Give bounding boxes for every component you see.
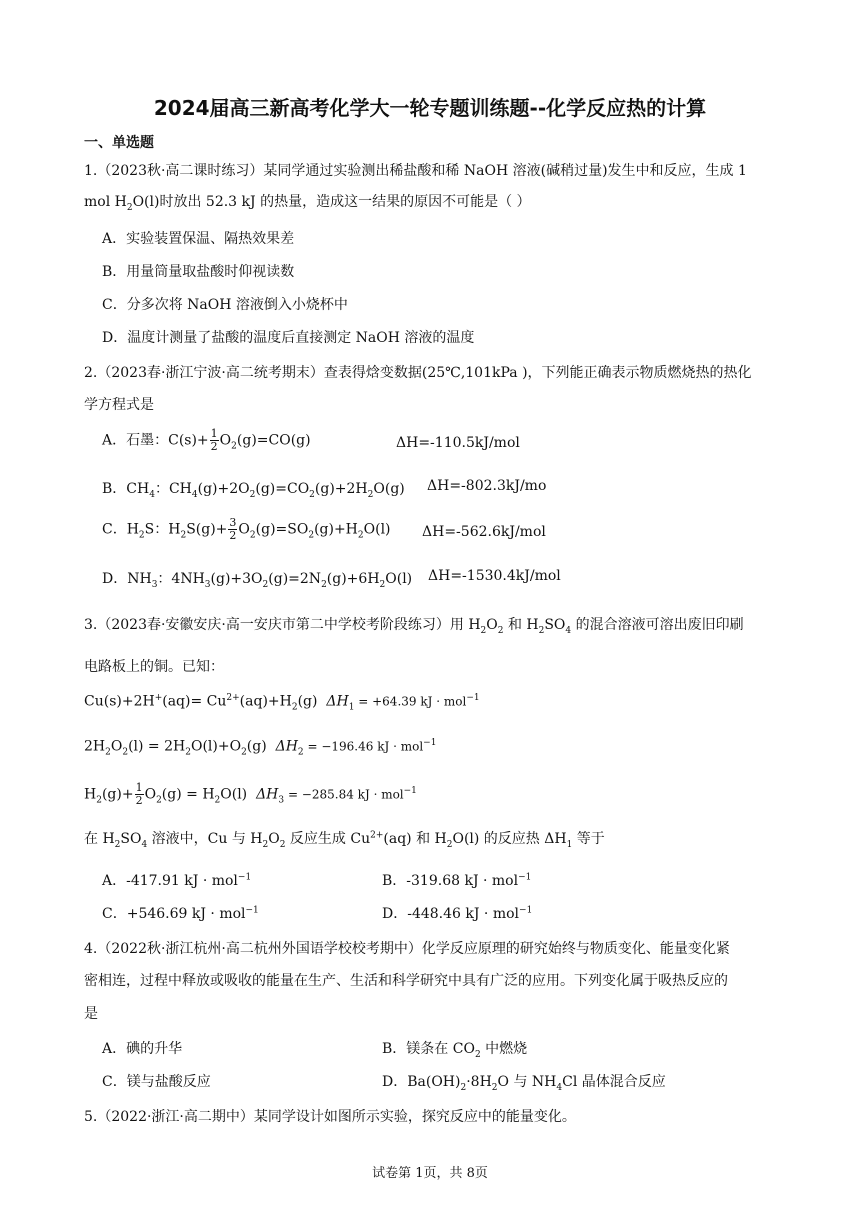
q4-stem-line2: 密相连，过程中释放或吸收的能量在生产、生活和科学研究中具有广泛的应用。下列变化属于吸热反应的 <box>84 973 728 989</box>
page-footer: 试卷第 1页，共 8页 <box>372 1166 488 1181</box>
q3-option-c: C．+546.69 kJ · mol$^{-1}$ <box>102 905 259 922</box>
q1-stem-line2: mol $H_2O(l)$时放出 52.3 kJ 的热量，造成这一结果的原因不可能是（ ） <box>84 194 531 213</box>
page-title: 2024届高三新高考化学大一轮专题训练题--化学反应热的计算 <box>153 96 707 120</box>
q1-option-a: A．实验装置保温、隔热效果差 <box>102 231 295 247</box>
q3-stem-line2: 电路板上的铜。已知： <box>84 659 224 675</box>
q2-option-a-dh: ΔH=-110.5kJ/mol <box>396 435 520 451</box>
q3-equation-3: $H_2(g)+$ $\frac{1}{2}$ $O_2(g) = H_2O(l) \Delta H_3 = -285.84$ kJ · mol$^{-1}$ <box>84 781 417 807</box>
q2-stem-line1: 2.（2023春·浙江宁波·高二统考期末）查表得焓变数据(25℃,101kPa )，下列能正确表示物质燃烧热的热化 <box>84 365 752 381</box>
q4-stem-line1: 4.（2022秋·浙江杭州·高二杭州外国语学校校考期中）化学反应原理的研究始终与物质变化、能量变化紧 <box>84 941 730 957</box>
q3-option-a: A．-417.91 kJ · mol$^{-1}$ <box>102 872 252 889</box>
q3-question: 在 $H_2SO_4$ 溶液中，Cu 与 $H_2O_2$ 反应生成 $Cu^{2+}(aq)$ 和 $H_2O(l)$ 的反应热 $\Delta H_1$ 等于 <box>84 830 605 850</box>
q2-option-c: C．$H_2S$：$H_2S(g)+$ $\frac{3}{2}$ $O_2(g)=SO_2(g)+H_2O(l)$ <box>102 516 391 542</box>
q4-option-c: C．镁与盐酸反应 <box>102 1074 211 1090</box>
q2-option-b: B．$CH_4$：$CH_4(g)+2O_2(g)=CO_2(g)+2H_2O(g)$ <box>102 481 405 500</box>
q1-option-b: B．用量筒量取盐酸时仰视读数 <box>102 264 295 280</box>
q3-option-b: B．-319.68 kJ · mol$^{-1}$ <box>382 872 532 889</box>
q3-equation-2: $2H_2O_2(l) = 2H_2O(l)+O_2(g) \Delta H_2 = -196.46$ kJ · mol$^{-1}$ <box>84 738 437 758</box>
q2-option-a: A．石墨：C(s)+ $\frac{1}{2}$ $O_2(g)=CO(g)$ <box>102 427 311 453</box>
q2-option-d: D．$NH_3$：$4NH_3(g)+3O_2(g)=2N_2(g)+6H_2O(l)$ <box>102 571 413 590</box>
q3-stem-line1: 3.（2023春·安徽安庆·高一安庆市第二中学校考阶段练习）用 $H_2O_2$ 和 $H_2SO_4$ 的混合溶液可溶出废旧印刷 <box>84 617 744 636</box>
q2-option-b-dh: ΔH=-802.3kJ/mo <box>427 478 547 494</box>
q4-option-b: B．镁条在 $CO_2$ 中燃烧 <box>382 1041 528 1060</box>
q3-option-d: D．-448.46 kJ · mol$^{-1}$ <box>382 905 533 922</box>
q1-option-d: D．温度计测量了盐酸的温度后直接测定 NaOH 溶液的温度 <box>102 330 475 346</box>
q1-stem-line1: 1.（2023秋·高二课时练习）某同学通过实验测出稀盐酸和稀 NaOH 溶液(碱稍过量)发生中和反应，生成 1 <box>84 163 747 179</box>
q3-equation-1: $Cu(s)+2H^+(aq)= Cu^{2+}(aq)+H_2(g) \Delta H_1 = +64.39$ kJ · mol$^{-1}$ <box>84 693 480 713</box>
q2-option-c-dh: ΔH=-562.6kJ/mol <box>422 524 546 540</box>
q2-stem-line2: 学方程式是 <box>84 397 154 413</box>
q5-stem-line1: 5.（2022·浙江·高二期中）某同学设计如图所示实验，探究反应中的能量变化。 <box>84 1109 576 1125</box>
section-heading: 一、单选题 <box>84 135 154 151</box>
q4-option-d: D．$Ba(OH)_2\cdot 8H_2O$ 与 $NH_4Cl$ 晶体混合反应 <box>382 1074 666 1093</box>
q1-option-c: C．分多次将 NaOH 溶液倒入小烧杯中 <box>102 297 348 313</box>
q2-option-d-dh: ΔH=-1530.4kJ/mol <box>428 568 561 584</box>
q4-stem-line3: 是 <box>84 1006 98 1022</box>
q4-option-a: A．碘的升华 <box>102 1041 183 1057</box>
